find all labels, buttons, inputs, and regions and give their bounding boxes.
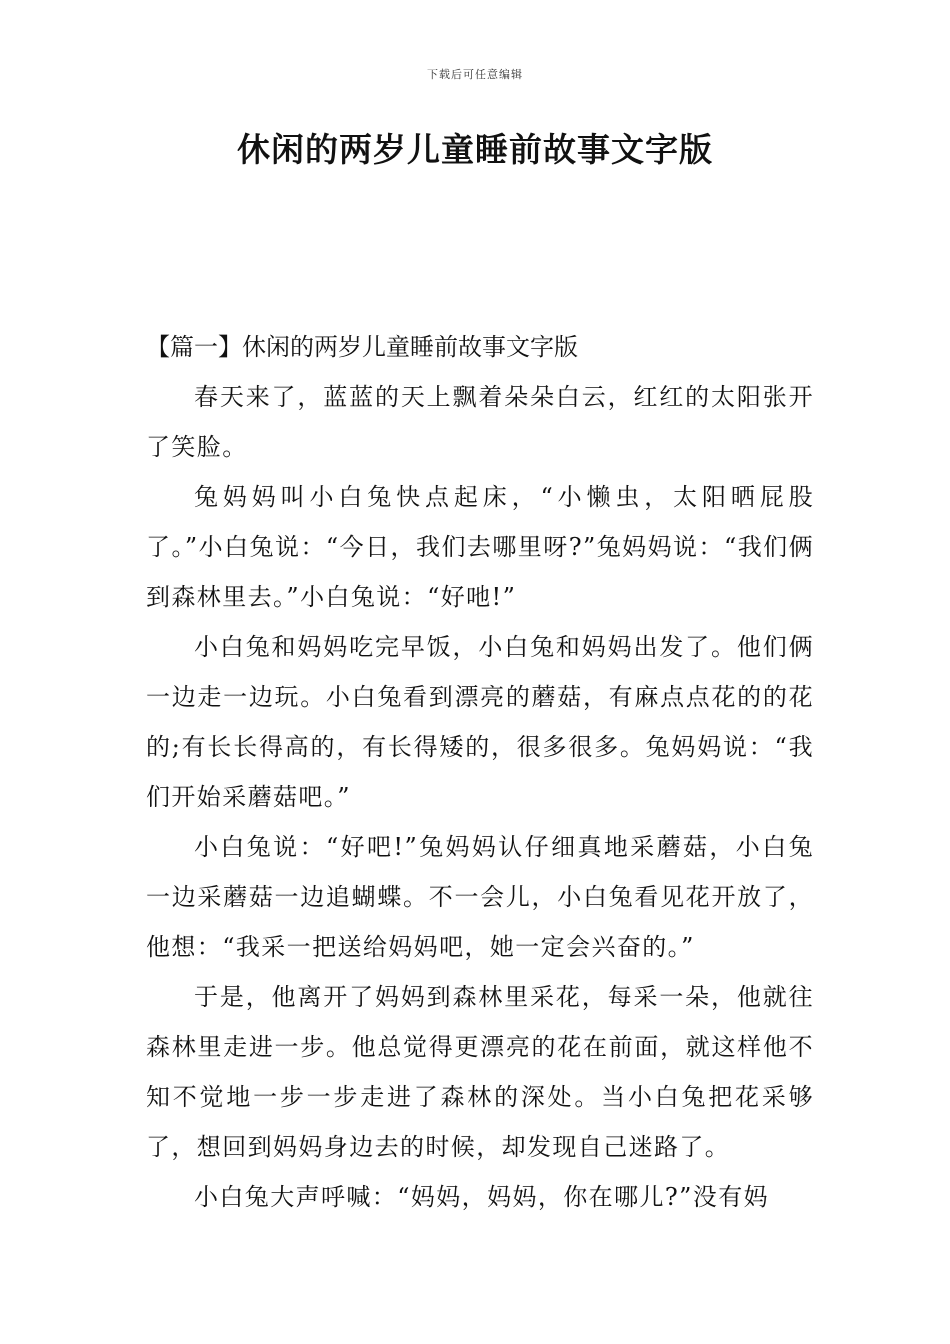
paragraph-3: 小白兔和妈妈吃完早饭，小白兔和妈妈出发了。他们俩一边走一边玩。小白兔看到漂亮的蘑菇，有麻点点花的的花的;有长长得高的，有长得矮的，很多很多。兔妈妈说：“我们开始采蘑菇吧。”: [146, 633, 814, 811]
paragraph-2: 兔妈妈叫小白兔快点起床，“小懒虫，太阳晒屁股了。”小白兔说：“今日，我们去哪里呀?”兔妈妈说：“我们俩到森林里去。”小白兔说：“好吔!”: [146, 483, 814, 611]
paragraph-1: 春天来了，蓝蓝的天上飘着朵朵白云，红红的太阳张开了笑脸。: [146, 383, 814, 461]
paragraph-6: 小白兔大声呼喊：“妈妈，妈妈，你在哪儿?”没有妈: [194, 1183, 770, 1211]
paragraph-5: 于是，他离开了妈妈到森林里采花，每采一朵，他就往森林里走进一步。他总觉得更漂亮的花在前面，就这样他不知不觉地一步一步走进了森林的深处。当小白兔把花采够了，想回到妈妈身边去的时候，却发现自己迷路了。: [146, 983, 814, 1161]
header-note: 下载后可任意编辑: [427, 68, 523, 81]
document-body: [146, 322, 814, 1222]
section-heading: 【篇一】休闲的两岁儿童睡前故事文字版: [146, 333, 578, 361]
document-title: 休闲的两岁儿童睡前故事文字版: [237, 130, 713, 169]
paragraph-4: 小白兔说：“好吧!”兔妈妈认仔细真地采蘑菇，小白兔一边采蘑菇一边追蝴蝶。不一会儿，小白兔看见花开放了，他想：“我采一把送给妈妈吧，她一定会兴奋的。”: [146, 833, 814, 961]
